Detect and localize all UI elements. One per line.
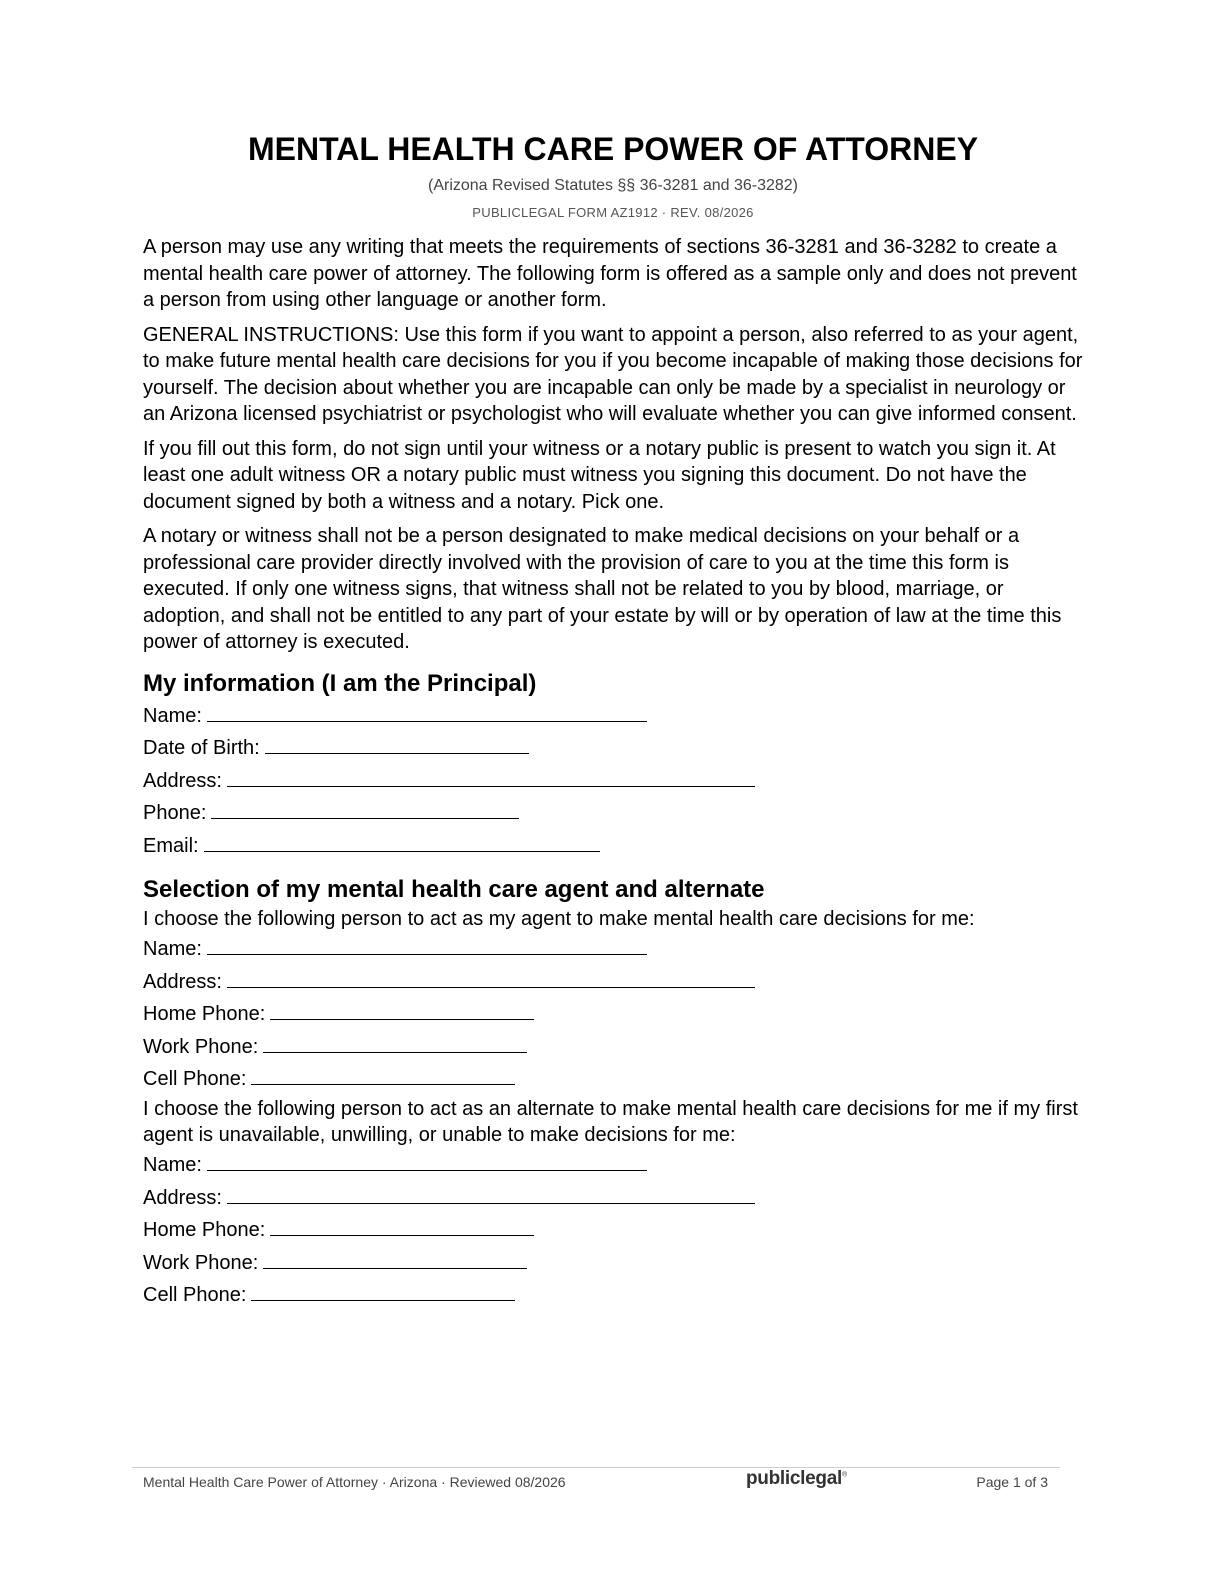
principal-address-label: Address: (143, 769, 222, 792)
principal-phone-field[interactable] (143, 797, 1083, 830)
alternate-name-field[interactable] (143, 1149, 1083, 1182)
alternate-home-phone-field[interactable] (143, 1214, 1083, 1247)
alternate-work-phone-field[interactable] (143, 1247, 1083, 1280)
agent-work-phone-field[interactable] (143, 1031, 1083, 1064)
paragraph-intro: A person may use any writing that meets the requirements of sections 36-3281 and 36-3282 to create a mental health care power of attorney. The following form is offered as a sample only and does not prevent a person from using other language or another form. (143, 236, 1077, 311)
principal-address-field[interactable] (143, 765, 1083, 798)
agent-address-field[interactable] (143, 966, 1083, 999)
alternate-address-field[interactable] (143, 1182, 1083, 1215)
alternate-work-phone-label: Work Phone: (143, 1251, 259, 1274)
agent-cell-phone-field[interactable] (143, 1063, 1083, 1096)
alternate-cell-phone-label: Cell Phone: (143, 1284, 247, 1307)
agent-heading: Selection of my mental health care agent and alternate (143, 876, 765, 904)
footer-document-info: Mental Health Care Power of Attorney · Arizona · Reviewed 08/2026 (143, 1474, 566, 1490)
footer-divider (132, 1467, 1060, 1468)
page-number: Page 1 of 3 (976, 1474, 1048, 1490)
paragraph-general-instructions: GENERAL INSTRUCTIONS: Use this form if you want to appoint a person, also referred to as your agent, to make future mental health care decisions for you if you become incapable of making those decisions for yourself. The decision about whether you are incapable can only be made by a specialist in neurology or an Arizona licensed psychiatrist or psychologist who will evaluate whether you can give informed consent. (143, 323, 1083, 425)
alternate-address-label: Address: (143, 1186, 222, 1209)
principal-phone-line[interactable] (211, 800, 519, 819)
agent-name-label: Name: (143, 937, 202, 960)
principal-phone-label: Phone: (143, 802, 207, 825)
agent-home-phone-field[interactable] (143, 998, 1083, 1031)
document-content (143, 127, 1083, 1312)
alternate-address-line[interactable] (227, 1185, 755, 1204)
agent-intro: I choose the following person to act as my agent to make mental health care decisions for me: (143, 908, 975, 931)
agent-cell-phone-label: Cell Phone: (143, 1068, 247, 1091)
principal-dob-line[interactable] (265, 735, 529, 754)
agent-address-line[interactable] (227, 969, 755, 988)
registered-mark: ® (841, 1471, 847, 1479)
principal-address-line[interactable] (227, 768, 755, 787)
publiclegal-logo (746, 1468, 847, 1490)
form-id: PUBLICLEGAL FORM AZ1912 · REV. 08/2026 (472, 205, 754, 220)
alternate-home-phone-label: Home Phone: (143, 1219, 266, 1242)
principal-name-line[interactable] (207, 703, 647, 722)
agent-name-field[interactable] (143, 933, 1083, 966)
alternate-cell-phone-field[interactable] (143, 1279, 1083, 1312)
alternate-name-label: Name: (143, 1153, 202, 1176)
document-title: MENTAL HEALTH CARE POWER OF ATTORNEY (247, 131, 979, 167)
agent-address-label: Address: (143, 970, 222, 993)
alternate-home-phone-line[interactable] (270, 1217, 534, 1236)
principal-email-line[interactable] (204, 833, 600, 852)
principal-name-field[interactable] (143, 700, 1083, 733)
alternate-work-phone-line[interactable] (263, 1250, 527, 1269)
principal-email-label: Email: (143, 834, 199, 857)
statute-subtitle: (Arizona Revised Statutes §§ 36-3281 and 36-3282) (427, 177, 798, 194)
principal-email-field[interactable] (143, 830, 1083, 863)
principal-dob-label: Date of Birth: (143, 737, 260, 760)
alternate-cell-phone-line[interactable] (251, 1282, 515, 1301)
principal-dob-field[interactable] (143, 732, 1083, 765)
agent-home-phone-line[interactable] (270, 1001, 534, 1020)
paragraph-witness-rules: A notary or witness shall not be a person designated to make medical decisions on your behalf or a professional care provider directly involved with the provision of care to you at the time this form is executed. If only one witness signs, that witness shall not be related to you by blood, marriage, or adoption, and shall not be entitled to any part of your estate by will or by operation of law at the time this power of attorney is executed. (143, 525, 1062, 653)
alternate-intro: I choose the following person to act as an alternate to make mental health care decisions for me if my first agent is unavailable, unwilling, or unable to make decisions for me: (143, 1097, 1078, 1147)
principal-name-label: Name: (143, 704, 202, 727)
agent-cell-phone-line[interactable] (251, 1066, 515, 1085)
publiclegal-logo-text: publiclegal (746, 1468, 842, 1489)
agent-name-line[interactable] (207, 936, 647, 955)
paragraph-signing: If you fill out this form, do not sign until your witness or a notary public is present to watch you sign it. At least one adult witness OR a notary public must witness you signing this document. Do not have the document signed by both a witness and a notary. Pick one. (143, 437, 1056, 513)
principal-heading: My information (I am the Principal) (143, 669, 537, 697)
alternate-name-line[interactable] (207, 1152, 647, 1171)
agent-work-phone-line[interactable] (263, 1034, 527, 1053)
agent-work-phone-label: Work Phone: (143, 1035, 259, 1058)
agent-home-phone-label: Home Phone: (143, 1003, 266, 1026)
